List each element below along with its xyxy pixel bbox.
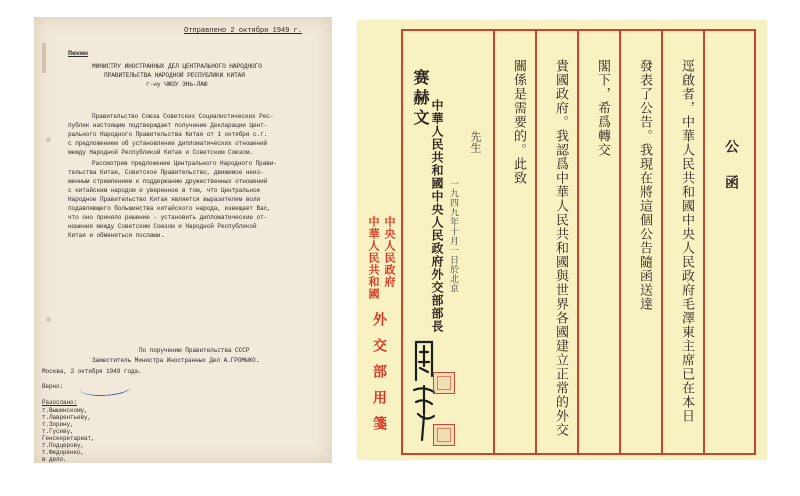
body-column-2: 發表了公告。我現在將這個公告隨函送達 (637, 59, 652, 311)
address-line: МИНИСТРУ ИНОСТРАННЫХ ДЕЛ ЦЕНТРАЛЬНОГО НАРОДНОГО (92, 63, 262, 70)
russian-document (34, 17, 332, 463)
address-line: ПРАВИТЕЛЬСТВА НАРОДНОЙ РЕСПУБЛИКИ КИТАЯ (104, 72, 245, 79)
paragraph-1-line: Правительство Союза Советских Социалистических Рес- (92, 113, 274, 120)
column-rule (577, 31, 579, 453)
paragraph-1-line: между Народной Республикой Китая и Советским Союзом. (68, 149, 253, 156)
sent-date-line: Отправлено 2 октября 1949 г. (184, 27, 302, 35)
signature-line: Заместитель Министра Иностранных Дел А.ГРОМЫКО. (92, 357, 260, 364)
handwritten-note (64, 461, 134, 463)
red-seal-icon (433, 424, 455, 446)
recipient-name: 赛赫文 (411, 69, 430, 129)
document-title: 公函 (723, 139, 739, 211)
punch-hole (46, 137, 51, 142)
signature-line: По поручению Правительства СССР (139, 347, 250, 354)
paragraph-2-line: что оно приняло решение - установить дипломатические от- (68, 214, 268, 221)
distribution-item: т.Лаврентьеву, (42, 414, 92, 421)
paragraph-2-line: ношения между Советским Союзом и Народной Республикой (68, 223, 257, 230)
distribution-item: в дело. (42, 456, 67, 463)
paragraph-2-line: Китая и обменяться послами. (68, 232, 165, 239)
paragraph-1-line: рального Народного Правительства Китая от 1 октября с.г. (68, 131, 268, 138)
distribution-item: т.Гусеву, (42, 428, 74, 435)
paragraph-2-line: подавляющего большинства китайского народа, извещает Вас, (68, 205, 271, 212)
paragraph-2-line: менным стремлением к поддержанию дружественных отношений (68, 178, 268, 185)
column-rule (493, 31, 495, 453)
recipient-title: 先生 (469, 131, 482, 153)
paragraph-2-line: Народное Правительство Китая является выразителем воли (68, 196, 261, 203)
body-column-5: 關係是需要的。此致 (511, 59, 526, 185)
paragraph-1-line: с предложением об установлении дипломатических отношений (68, 140, 268, 147)
date-column: 一九四九年十月一日於北京 (448, 179, 458, 293)
column-rule (619, 31, 621, 453)
paragraph-2-line: тельства Китая, Советское Правительство, движимое неиз- (68, 169, 264, 176)
body-column-3: 閣下，希爲轉交 (595, 59, 610, 157)
body-column-1: 逕啟者，中華人民共和國中央人民政府毛澤東主席已在本日 (679, 59, 694, 423)
column-rule (661, 31, 663, 453)
verno-label: Верно: (42, 383, 64, 390)
red-org-line: 中華人民共和國 (367, 216, 380, 300)
distribution-item: т.Подцерову, (42, 442, 85, 449)
distribution-item: т.Федоренко, (42, 449, 85, 456)
red-seal-icon (433, 372, 455, 394)
body-column-4: 貴國政府。我認爲中華人民共和國與世界各國建立正常的外交 (553, 59, 568, 437)
column-rule (703, 31, 705, 453)
distribution-title: Разослано: (42, 399, 78, 406)
punch-hole (46, 317, 51, 322)
handwritten-signature (79, 378, 130, 398)
address-line: г-ну ЧЖОУ ЭНЬ-ЛАЮ (146, 81, 208, 88)
secret-label: Пекин (68, 50, 88, 58)
paragraph-2-line: с китайским народом и уверенное в том, что Центральное (68, 187, 261, 194)
chinese-document (357, 20, 767, 460)
paragraph-1-line: публик настоящим подтверждает получение Декларации Цент- (68, 122, 268, 129)
distribution-item: Генсекретариат, (42, 435, 95, 442)
paragraph-2-line: Рассмотрев предложение Центрального Народного Прави- (92, 160, 277, 167)
red-org-line: 中央人民政府 (383, 216, 396, 288)
margin-mark (42, 43, 46, 73)
column-rule (535, 31, 537, 453)
distribution-item: т.Зорину, (42, 421, 74, 428)
sender-org: 中華人民共和國中央人民政府外交部部長 (430, 99, 444, 333)
red-stationery-label: 外交部用箋 (371, 312, 387, 442)
date-line: Москва, 2 октября 1949 года. (42, 368, 142, 375)
distribution-item: т.Вышинскому, (42, 407, 88, 414)
